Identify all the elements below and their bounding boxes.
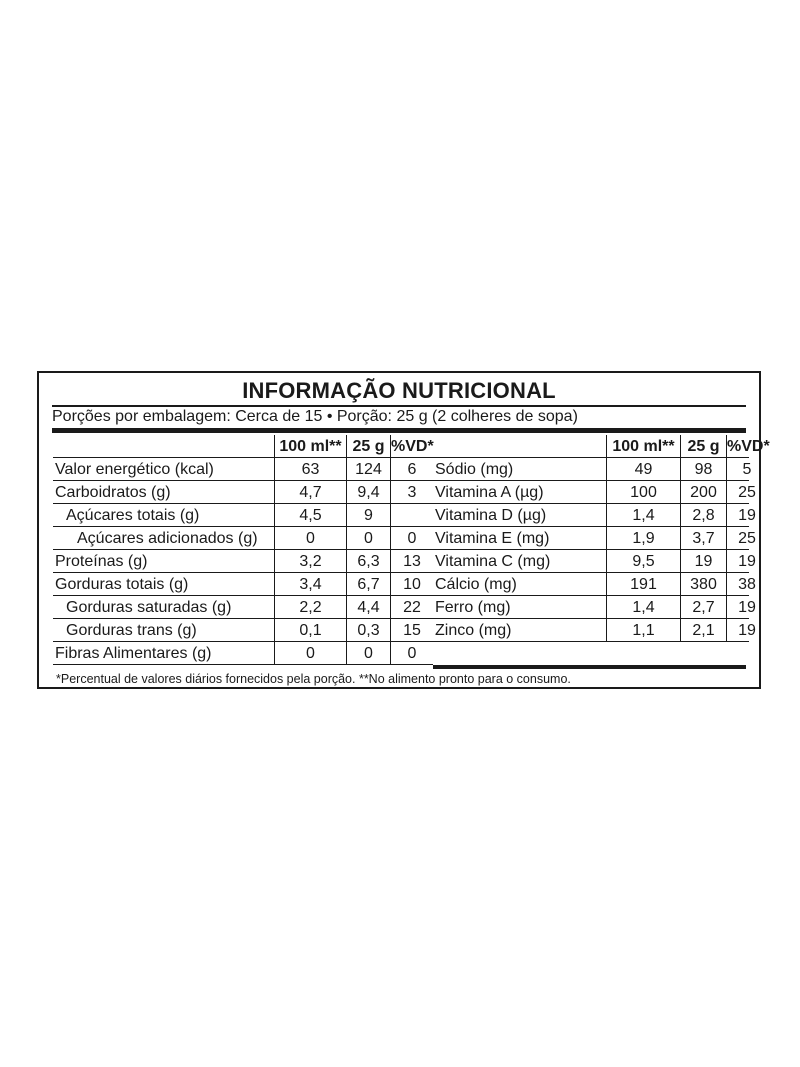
table-header-row [53, 435, 433, 458]
nutrient-name: Vitamina E (mg) [435, 530, 550, 547]
nutrient-value-portion: 124 [355, 461, 382, 478]
table-header-row [433, 435, 770, 458]
column-header-portion: 25 g [687, 438, 720, 455]
nutrient-row [433, 550, 756, 573]
nutrient-value-vd: 15 [403, 622, 421, 639]
nutrient-row [53, 642, 433, 665]
nutrient-value-portion: 3,7 [692, 530, 715, 547]
nutrient-value-portion: 380 [690, 576, 717, 593]
nutrient-row [53, 458, 433, 481]
nutrient-value-per100: 1,4 [632, 599, 655, 616]
nutrient-name: Vitamina D (µg) [435, 507, 547, 524]
nutrient-value-vd: 38 [738, 576, 756, 593]
nutrient-value-portion: 19 [694, 553, 713, 570]
nutrient-value-portion: 98 [694, 461, 713, 478]
nutrient-value-portion: 9,4 [357, 484, 380, 501]
nutrition-label [37, 371, 770, 689]
column-separator [680, 435, 681, 642]
nutrient-name: Vitamina A (µg) [435, 484, 544, 501]
nutrient-value-vd: 19 [738, 507, 756, 524]
nutrient-value-portion: 200 [690, 484, 717, 501]
right-nutrient-table [433, 435, 770, 666]
column-header-portion: 25 g [352, 438, 385, 455]
nutrient-value-portion: 6,7 [357, 576, 380, 593]
nutrient-row [53, 550, 433, 573]
nutrient-value-portion: 0 [364, 530, 373, 547]
nutrient-name: Vitamina C (mg) [435, 553, 551, 570]
nutrient-value-per100: 0,1 [299, 622, 322, 639]
nutrient-name: Sódio (mg) [435, 461, 514, 478]
column-separator [390, 435, 391, 665]
nutrient-name: Gorduras trans (g) [66, 622, 197, 639]
column-separator [726, 435, 727, 642]
nutrient-name: Valor energético (kcal) [55, 461, 214, 478]
column-separator [606, 435, 607, 642]
nutrient-value-vd [391, 504, 433, 527]
serving-info: Porções por embalagem: Cerca de 15 • Porção: 25 g (2 colheres de sopa) [52, 408, 578, 425]
nutrient-value-portion: 2,7 [692, 599, 715, 616]
nutrient-name: Ferro (mg) [435, 599, 511, 616]
nutrient-name: Carboidratos (g) [55, 484, 171, 501]
column-header-per100: 100 ml** [612, 438, 675, 455]
nutrient-row [53, 504, 433, 527]
nutrient-row [433, 481, 756, 504]
nutrient-name: Cálcio (mg) [435, 576, 517, 593]
nutrient-row [53, 527, 433, 550]
nutrient-value-per100: 4,7 [299, 484, 322, 501]
nutrient-value-portion: 0 [364, 645, 373, 662]
nutrient-value-vd: 25 [738, 530, 756, 547]
nutrient-row [53, 619, 433, 642]
nutrient-value-vd: 0 [407, 645, 417, 662]
nutrient-value-per100: 0 [306, 645, 315, 662]
nutrient-value-per100: 191 [630, 576, 657, 593]
nutrient-name: Gorduras saturadas (g) [66, 599, 232, 616]
nutrient-value-vd: 13 [403, 553, 421, 570]
nutrient-value-portion: 0,3 [357, 622, 380, 639]
title-divider [52, 405, 746, 407]
column-header-vd: %VD* [727, 438, 770, 455]
nutrient-value-per100: 100 [630, 484, 657, 501]
nutrient-row [433, 527, 756, 550]
nutrient-value-vd: 19 [738, 599, 756, 616]
nutrient-value-vd: 22 [403, 599, 421, 616]
nutrient-value-per100: 4,5 [299, 507, 322, 524]
nutrient-value-per100: 49 [634, 461, 653, 478]
right-table-bottom-rule [433, 665, 746, 669]
nutrient-value-portion: 2,8 [692, 507, 715, 524]
nutrient-row [433, 573, 756, 596]
serving-divider [52, 428, 746, 433]
nutrient-name: Zinco (mg) [435, 622, 512, 639]
footnote: *Percentual de valores diários fornecidos pela porção. **No alimento pronto para o consumo. [56, 672, 571, 686]
nutrient-value-per100: 3,4 [299, 576, 322, 593]
nutrient-value-per100: 1,4 [632, 507, 655, 524]
nutrient-value-per100: 3,2 [299, 553, 322, 570]
nutrient-row [53, 573, 433, 596]
nutrient-row [433, 596, 756, 619]
nutrient-value-vd: 25 [738, 484, 756, 501]
nutrient-value-vd: 3 [407, 484, 417, 501]
nutrient-value-per100: 1,9 [632, 530, 655, 547]
label-title: INFORMAÇÃO NUTRICIONAL [242, 378, 556, 403]
nutrient-name: Açúcares adicionados (g) [77, 530, 258, 547]
nutrient-row [433, 504, 756, 527]
nutrient-name: Açúcares totais (g) [66, 507, 200, 524]
nutrient-row [53, 481, 433, 504]
column-separator [274, 435, 275, 665]
nutrient-name: Proteínas (g) [55, 553, 148, 570]
nutrient-value-portion: 6,3 [357, 553, 380, 570]
nutrient-value-vd: 19 [738, 622, 756, 639]
column-header-per100: 100 ml** [279, 438, 342, 455]
nutrient-row [53, 596, 433, 619]
nutrient-value-vd: 19 [738, 553, 756, 570]
nutrient-value-per100: 9,5 [632, 553, 655, 570]
nutrient-row [433, 458, 752, 481]
nutrient-value-per100: 2,2 [299, 599, 322, 616]
nutrient-value-per100: 0 [306, 530, 315, 547]
nutrient-value-vd: 10 [403, 576, 421, 593]
column-header-vd: %VD* [391, 438, 434, 455]
nutrient-row [433, 619, 756, 642]
nutrient-name: Gorduras totais (g) [55, 576, 189, 593]
nutrient-value-portion: 2,1 [692, 622, 715, 639]
nutrient-value-vd: 5 [742, 461, 752, 478]
nutrient-value-portion: 4,4 [357, 599, 380, 616]
nutrient-value-portion: 9 [364, 507, 373, 524]
nutrient-value-vd: 0 [407, 530, 417, 547]
nutrient-value-per100: 1,1 [632, 622, 655, 639]
nutrient-value-vd: 6 [407, 461, 417, 478]
nutrient-value-per100: 63 [301, 461, 320, 478]
nutrient-name: Fibras Alimentares (g) [55, 645, 212, 662]
left-nutrient-table [53, 435, 433, 666]
column-separator [346, 435, 347, 665]
